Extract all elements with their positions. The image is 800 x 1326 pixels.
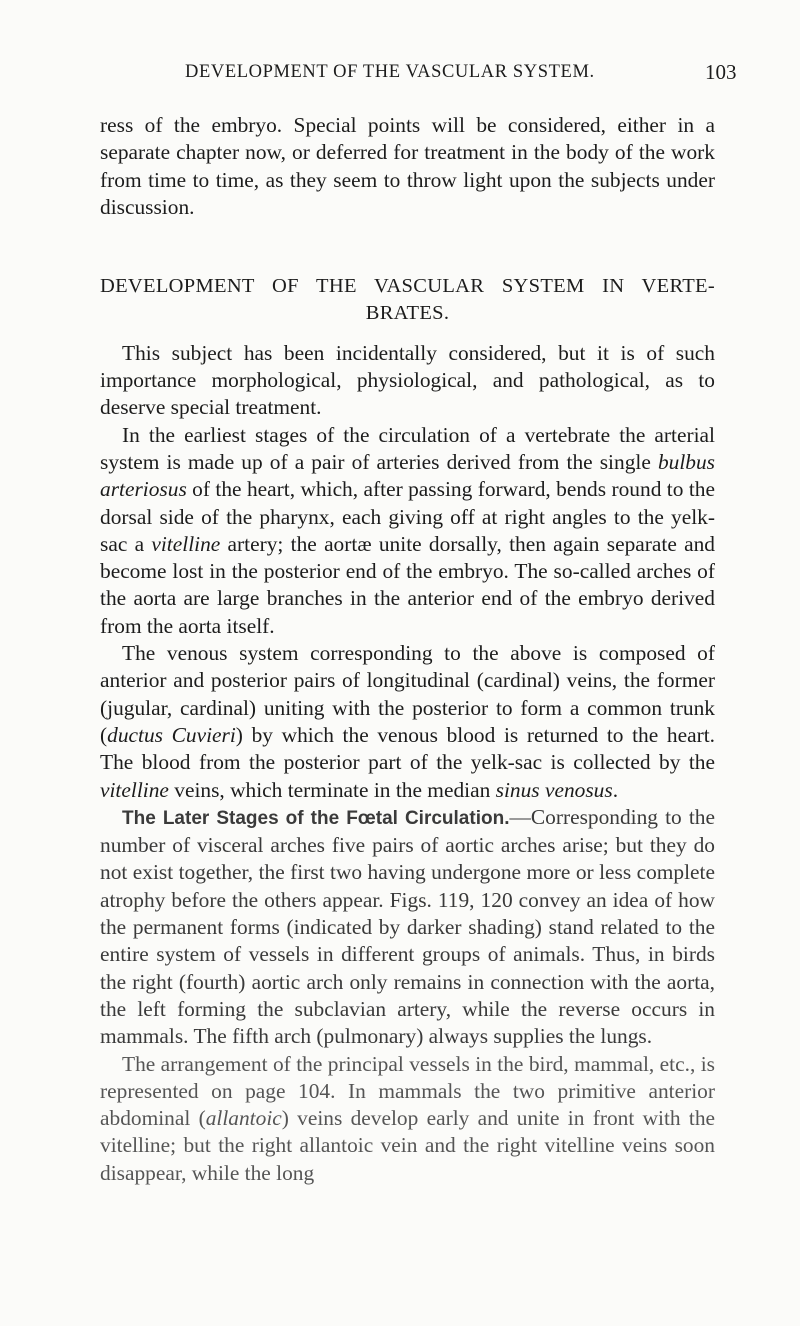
paragraph-importance: This subject has been incidentally considered, but it is of such importance morphological, physiological, and pathological, as to deserve special treatment. xyxy=(100,340,715,420)
paragraph-arterial-system xyxy=(100,422,715,640)
term-vitelline: vitelline xyxy=(151,531,221,556)
intro-paragraph: ress of the embryo. Special points will be considered, either in a separate chapter now, or deferred for treatment in the body of the work from time to time, as they seem to throw light upon the subjects under discussion. xyxy=(100,113,715,219)
text-run: The arrangement of the principal vessels in the bird, mammal, etc., is represented on page 104. In mammals the two primitive anterior abdominal ( xyxy=(100,1051,715,1131)
body-text xyxy=(100,112,715,1187)
term-bulbus-arteriosus: bulbus arteriosus xyxy=(100,449,715,502)
running-title: DEVELOPMENT OF THE VASCULAR SYSTEM. xyxy=(185,62,595,82)
paragraph-venous-system xyxy=(100,640,715,804)
text-run: ) by which the venous blood is returned to the heart. The blood from the posterior part of the yelk-sac is collected by the xyxy=(100,722,716,775)
text-run: ) veins develop early and unite in front with the vitelline; but the right allantoic vein and the right vitelline veins soon disappear, while the long xyxy=(100,1106,716,1185)
section-heading-line-2: BRATES. xyxy=(365,302,450,325)
term-allantoic: allantoic xyxy=(205,1106,282,1131)
term-sinus-venosus: sinus venosus xyxy=(495,777,613,802)
text-run: The venous system corresponding to the above is composed of anterior and posterior pairs of longitudinal (cardinal) veins, the former (jugular, cardinal) uniting with the posterior to form a common trunk ( xyxy=(100,641,715,747)
run-in-heading: The Later Stages of the Fœtal Circulation. xyxy=(122,807,510,829)
section-heading-line-1: DEVELOPMENT OF THE VASCULAR SYSTEM IN VERTE- xyxy=(100,275,715,298)
text-run: —Corresponding to the number of visceral arches five pairs of aortic arches arise; but they do not exist together, the first two having undergone more or less complete atrophy before the others appear. Figs. 119, 120 convey an idea of how the permanent forms (indicated by darker shading) stand related to the entire system of vessels in different groups of animals. Thus, in birds the right (fourth) aortic arch only remains in connection with the aorta, the left forming the subclavian artery, while the reverse occurs in mammals. The fifth arch (pulmonary) always supplies the lungs. xyxy=(100,804,715,1049)
text-run: artery; the aortæ unite dorsally, then again separate and become lost in the posterior end of the embryo. The so-called arches of the aorta are large branches in the anterior end of the embryo derived from the aorta itself. xyxy=(100,531,715,638)
text-run: veins, which terminate in the median xyxy=(168,777,496,802)
page-number: 103 xyxy=(705,60,737,84)
section-heading xyxy=(100,273,715,328)
text-run: of the heart, which, after passing forward, bends round to the dorsal side of the pharynx, each giving off at right angles to the yelk-sac a xyxy=(100,477,715,556)
term-ductus-cuvieri: ductus Cuvieri xyxy=(107,722,236,747)
paragraph-later-stages xyxy=(100,804,715,1051)
text-run: . xyxy=(612,777,619,802)
term-vitelline: vitelline xyxy=(100,777,169,802)
paragraph-arrangement xyxy=(100,1051,715,1187)
text-run: In the earliest stages of the circulation of a vertebrate the arterial system is made up of a pair of arteries derived from the single xyxy=(100,422,715,474)
running-head xyxy=(0,62,800,92)
